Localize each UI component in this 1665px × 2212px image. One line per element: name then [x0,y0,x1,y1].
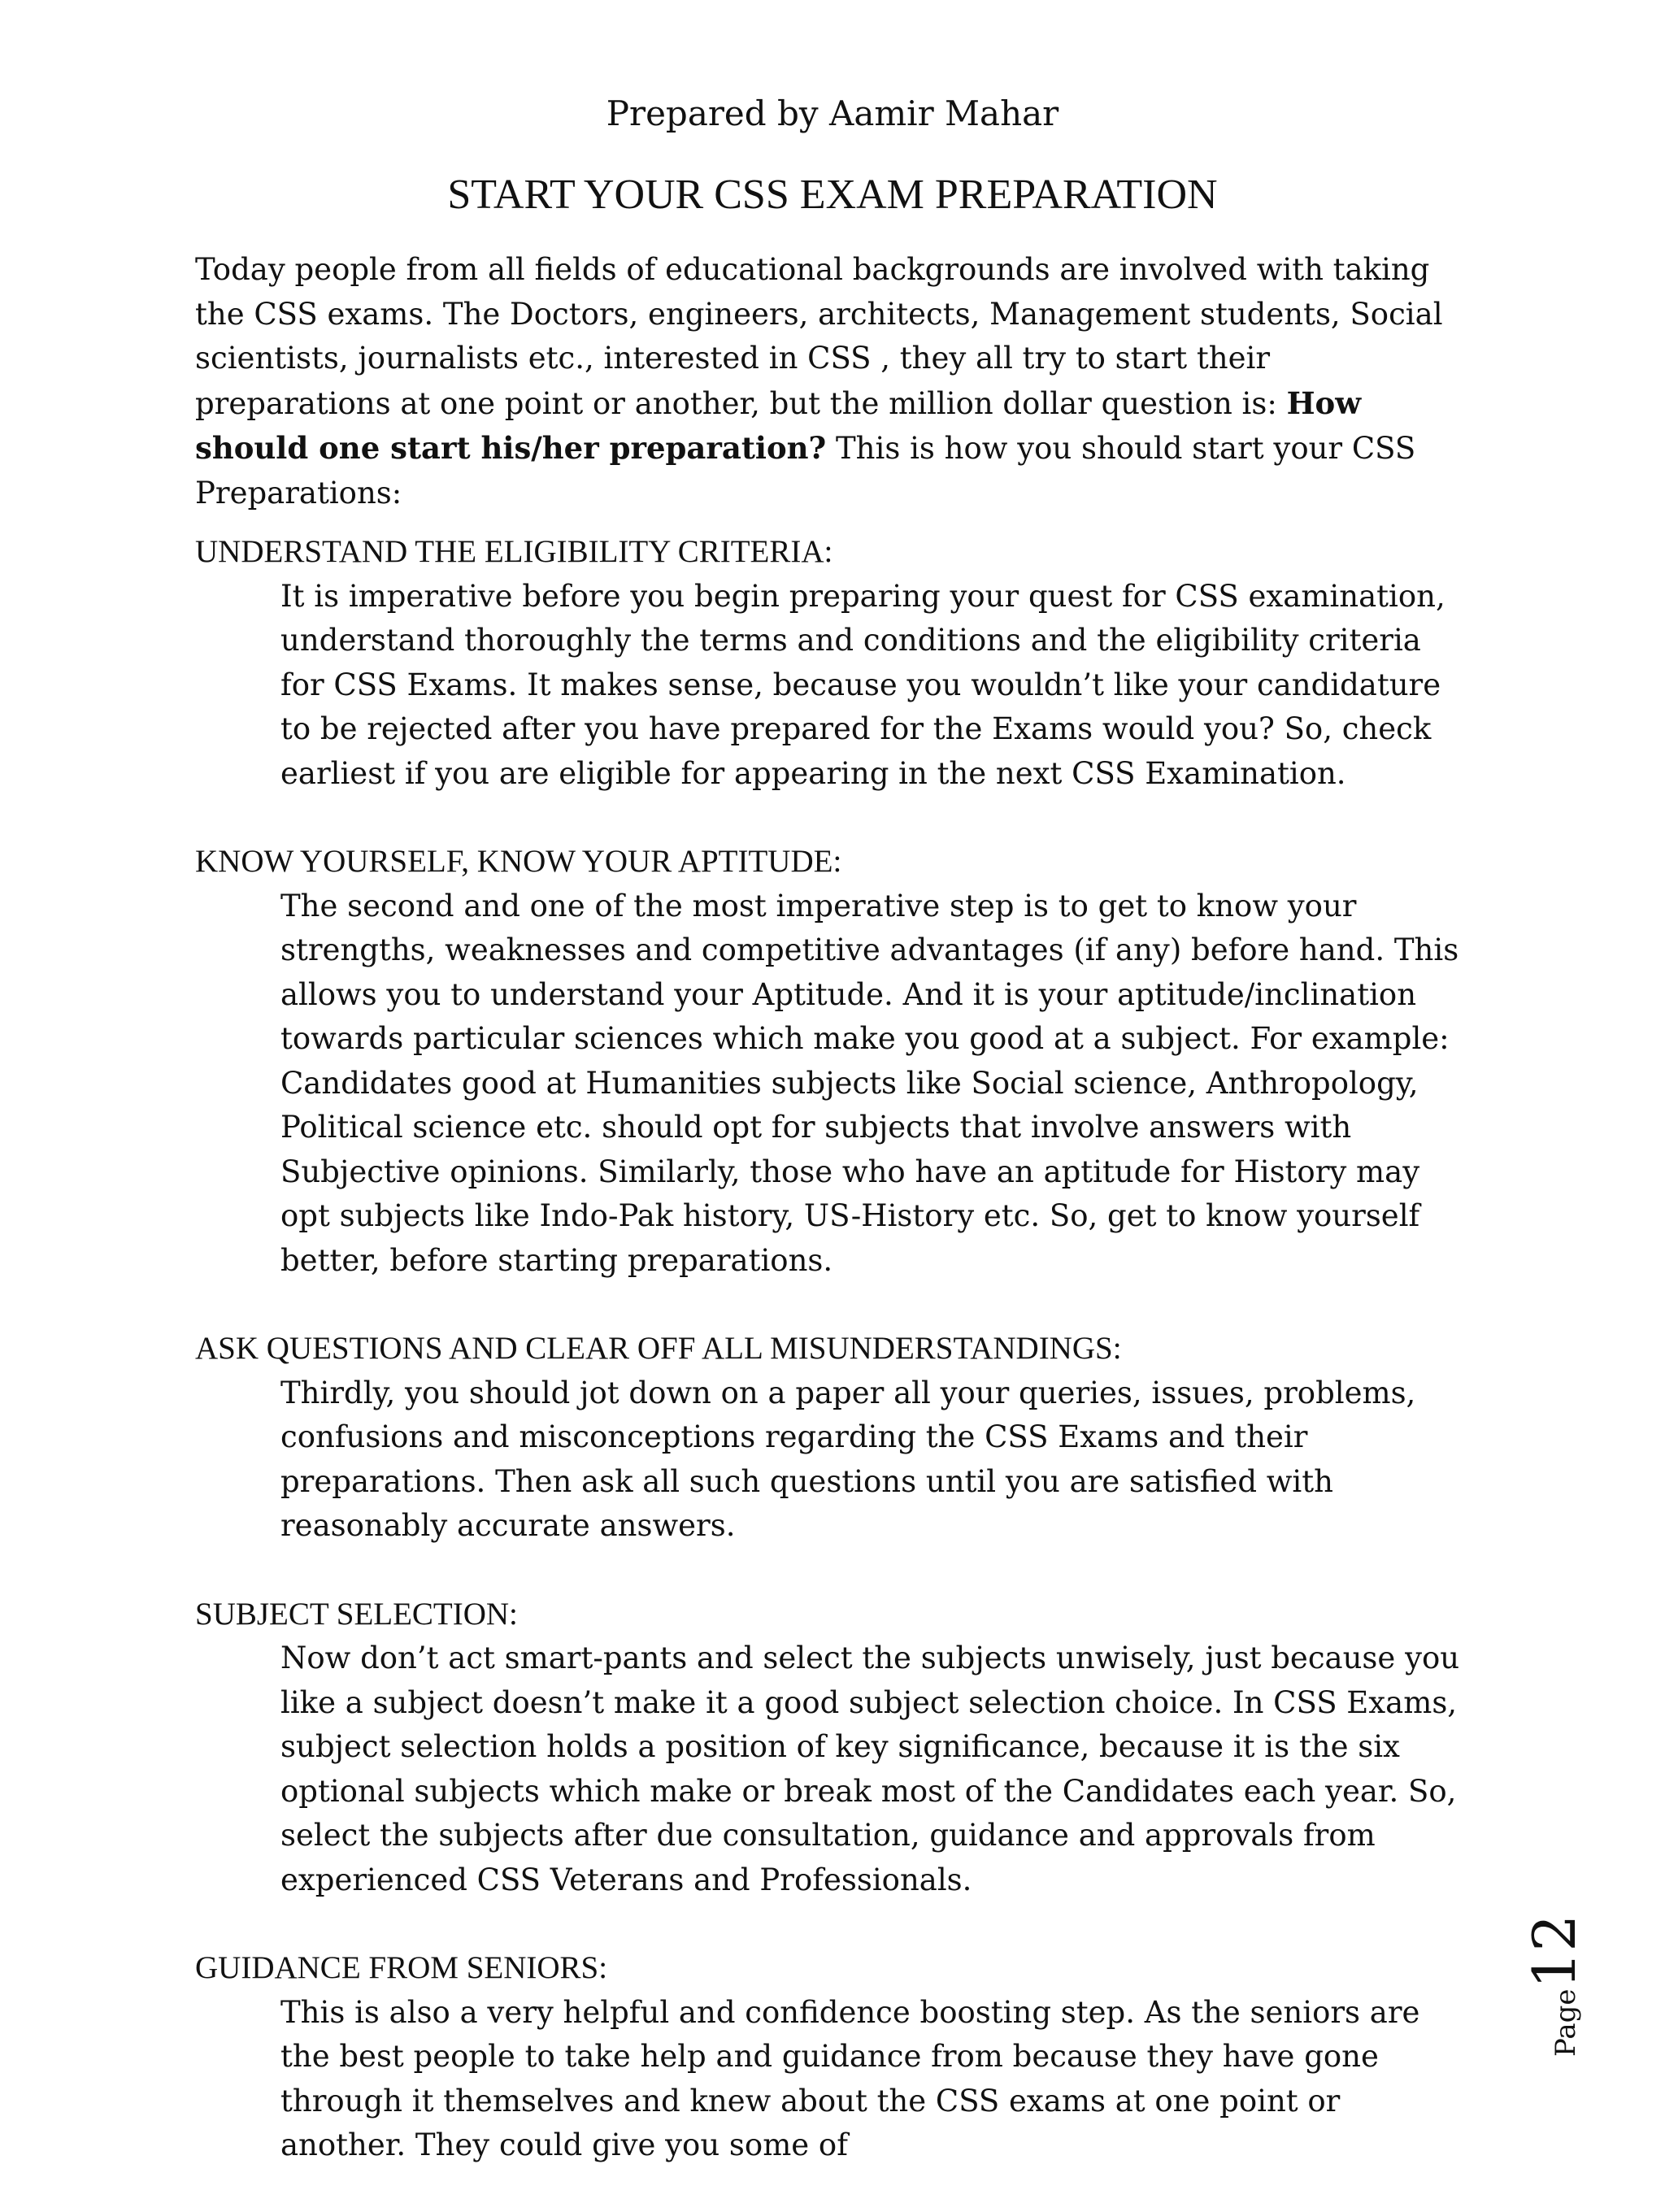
section-aptitude [195,840,1463,1283]
section-subject-selection [195,1593,1463,1903]
section-heading: GUIDANCE FROM SENIORS: [195,1950,608,1985]
section-heading: UNDERSTAND THE ELIGIBILITY CRITERIA: [195,534,833,569]
page-title: START YOUR CSS EXAM PREPARATION [447,172,1218,218]
page-number [1520,1910,1618,2057]
intro-paragraph [195,248,1463,515]
author-line: Prepared by Aamir Mahar [606,93,1059,133]
intro-text: Today people from all fields of educational backgrounds are involved with taking the CSS exams. The Doctors, engineers, architects, Management students, Social scientists, journalists etc., interested in CSS , they all try to start their preparations at one point or another, but the million dollar question is: [195,252,1443,421]
section-heading: KNOW YOURSELF, KNOW YOUR APTITUDE: [195,844,842,879]
page-number-value: 12 [1520,1914,1589,1989]
section-body: This is also a very helpful and confidence boosting step. As the seniors are the best people to take help and guidance from because they have gone through it themselves and knew about the CSS exams at one point or another. They could give you some of [280,1994,1420,2162]
section-body: The second and one of the most imperative step is to get to know your strengths, weaknesses and competitive advantages (if any) before hand. This allows you to understand your Aptitude. And it is your aptitude/inclination towards particular sciences which make you good at a subject. For example: Candidates good at Humanities subjects like Social science, Anthropology, Political science etc. should opt for subjects that involve answers with Subjective opinions. Similarly, those who have an aptitude for History may opt subjects like Indo-Pak history, US-History etc. So, get to know yourself better, before starting preparations. [280,888,1459,1278]
page-number-rotated [1520,1914,1589,2057]
section-heading: SUBJECT SELECTION: [195,1596,518,1632]
section-questions [195,1327,1463,1549]
intro-bold-question: How should one start his/her preparation? [195,385,1362,466]
section-eligibility [195,530,1463,796]
document-body [195,248,1463,2212]
section-heading: ASK QUESTIONS AND CLEAR OFF ALL MISUNDERSTANDINGS: [195,1331,1122,1366]
page-word: Page [1550,1988,1582,2057]
section-guidance [195,1946,1463,2168]
intro-text-end: This is how you should start your CSS Preparations: [195,431,1416,511]
section-body: Now don’t act smart-pants and select the subjects unwisely, just because you like a subject doesn’t make it a good subject selection choice. In CSS Exams, subject selection holds a position of key significance, because it is the six optional subjects which make or break most of the Candidates each year. So, select the subjects after due consultation, guidance and approvals from experienced CSS Veterans and Professionals. [280,1641,1460,1897]
section-body: Thirdly, you should jot down on a paper all your queries, issues, problems, confusions and misconceptions regarding the CSS Exams and their preparations. Then ask all such questions until you are satisfied with reasonably accurate answers. [280,1375,1416,1543]
section-body: It is imperative before you begin preparing your quest for CSS examination, understand thoroughly the terms and conditions and the eligibility criteria for CSS Exams. It makes sense, because you wouldn’t like your candidature to be rejected after you have prepared for the Exams would you? So, check earliest if you are eligible for appearing in the next CSS Examination. [280,578,1445,791]
